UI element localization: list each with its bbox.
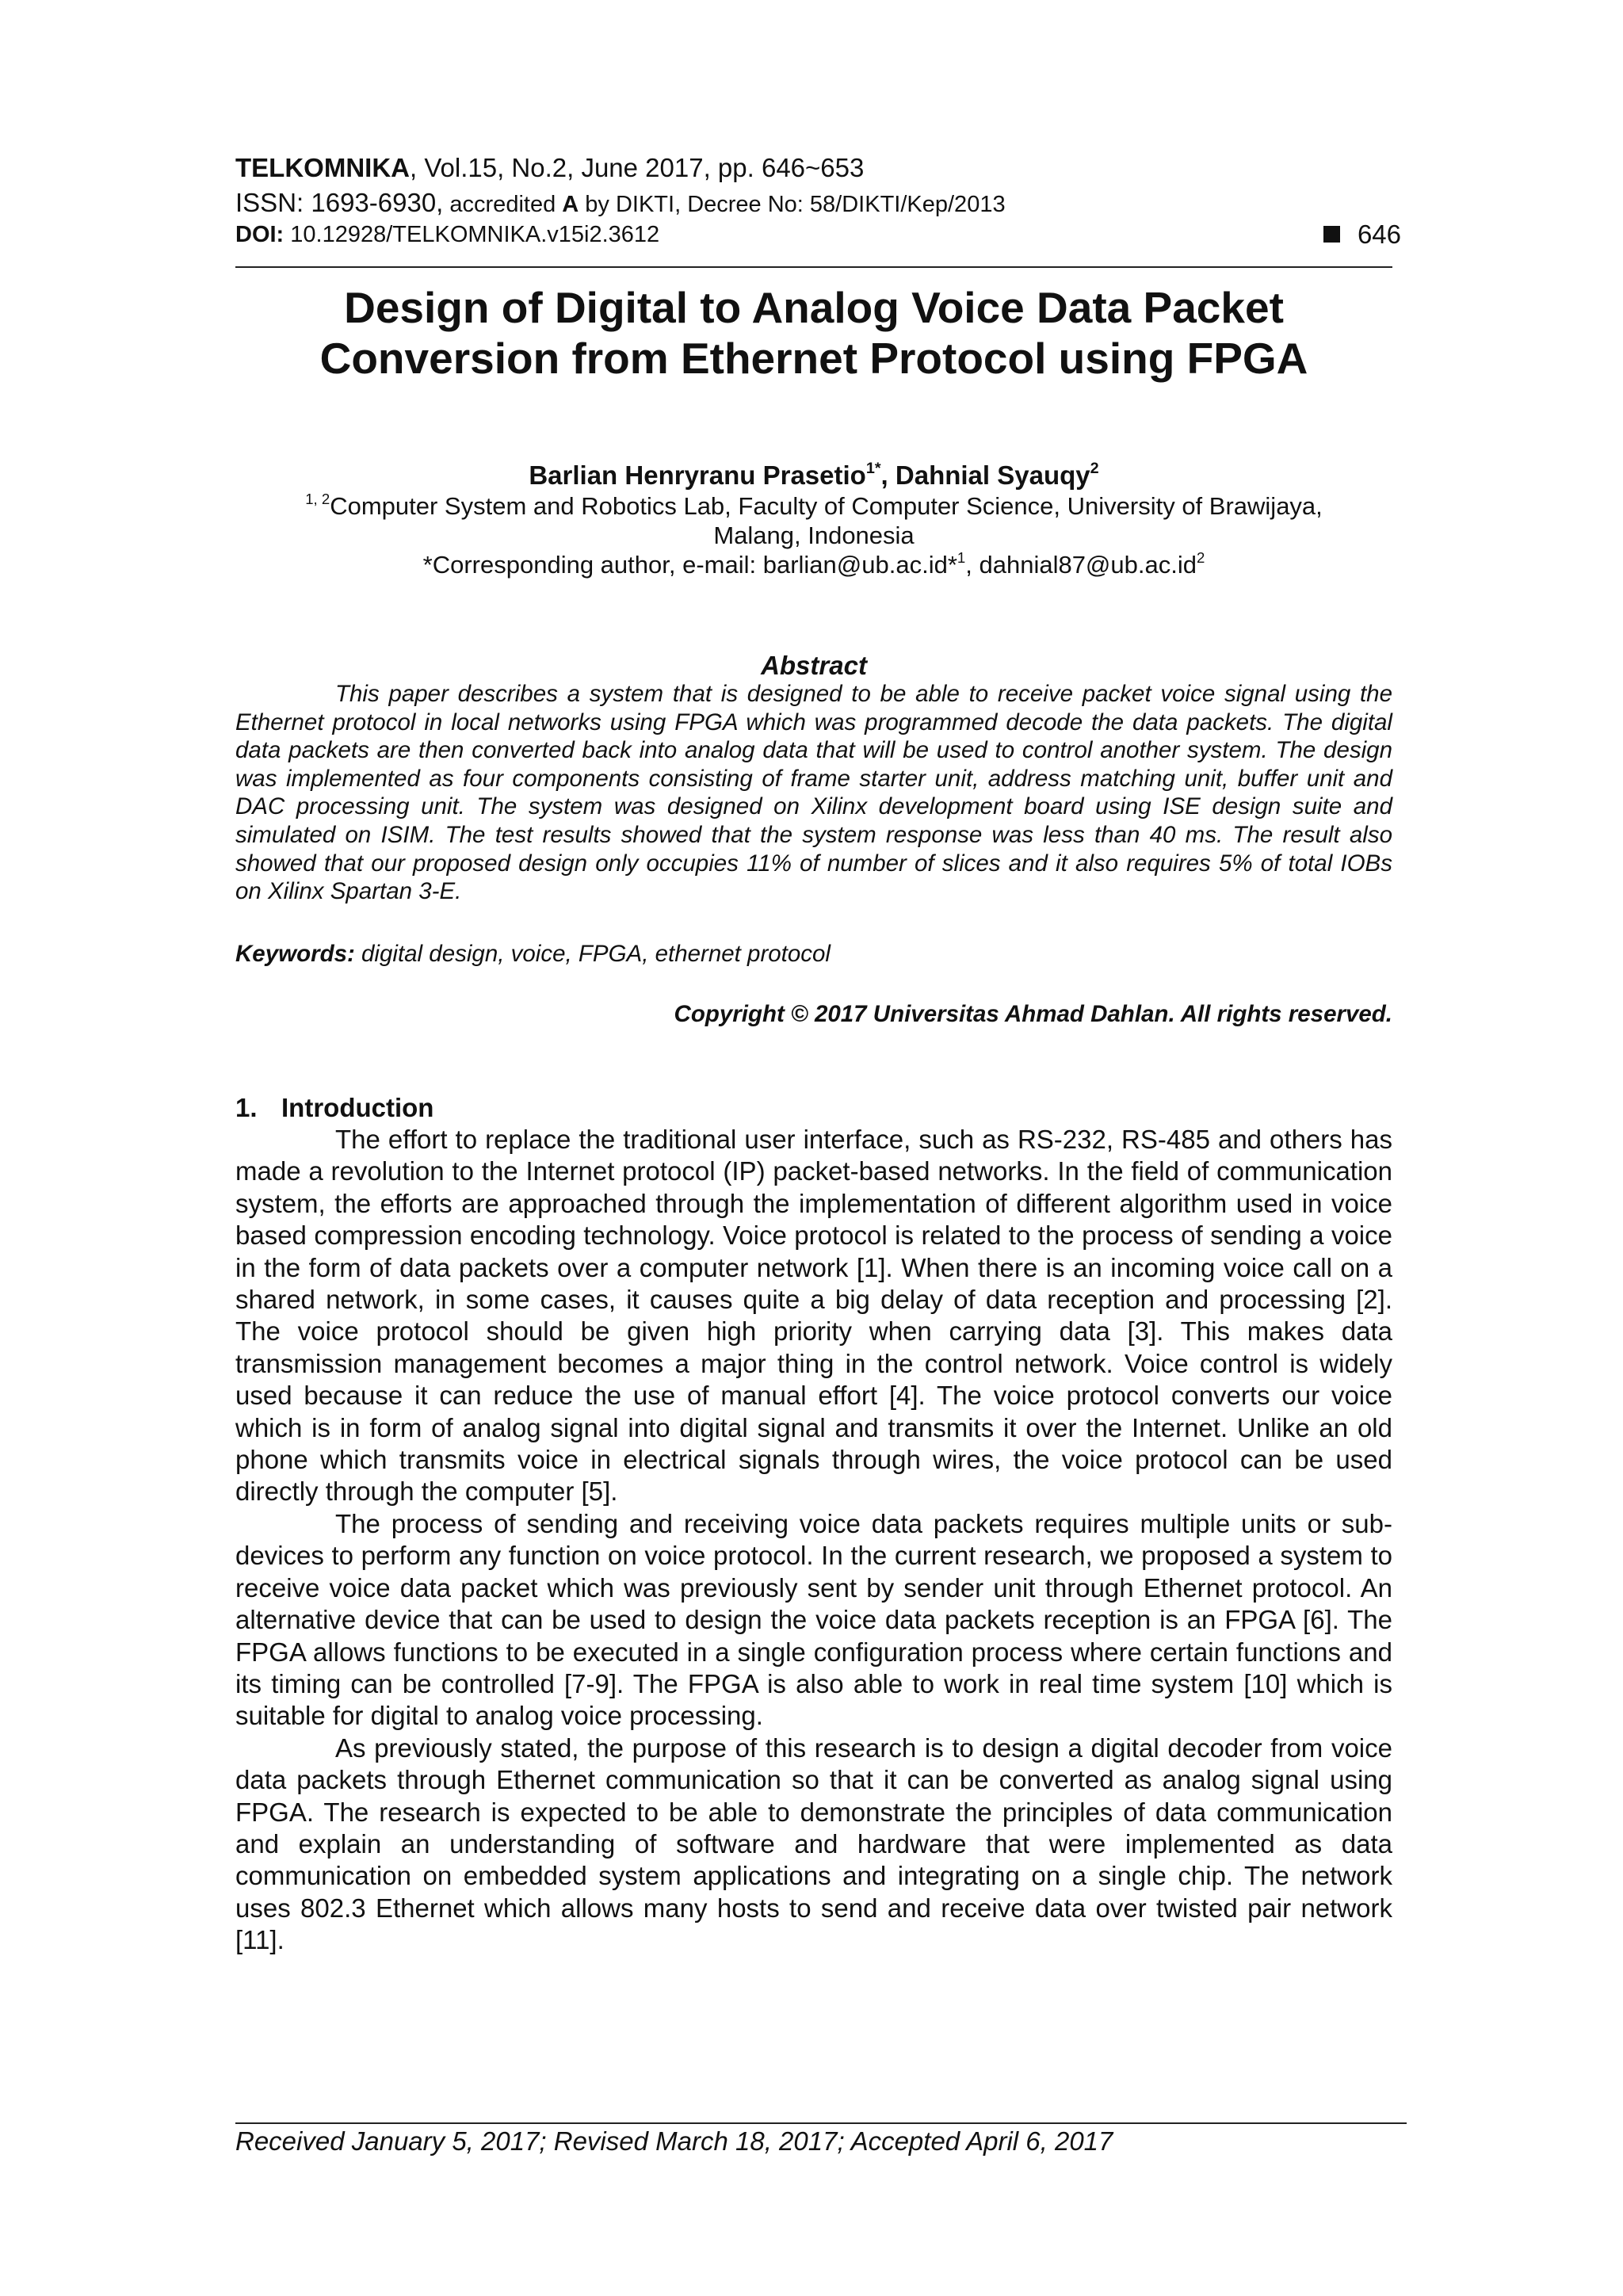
keywords-text: digital design, voice, FPGA, ethernet protocol bbox=[354, 941, 831, 967]
affiliation-line-2: Malang, Indonesia bbox=[713, 521, 915, 549]
abstract-heading: Abstract bbox=[761, 651, 867, 680]
accredited-grade: A bbox=[562, 192, 579, 217]
paper-title bbox=[235, 282, 1392, 384]
author-list bbox=[235, 460, 1392, 491]
paragraph: The effort to replace the traditional user interface, such as RS-232, RS-485 and others has made a revolution to the Internet protocol (IP) packet-based networks. In the field of communication system, the efforts are approached through the implementation of different algorithm used in voice based compression encoding technology. Voice protocol is related to the process of sending a voice in the form of data packets over a computer network [1]. When there is an incoming voice call on a shared network, in some cases, it causes quite a big delay of data reception and processing [2]. The voice protocol should be given high priority when carrying data [3]. This makes data transmission management becomes a major thing in the control network. Voice control is widely used because it can reduce the use of manual effort [4]. The voice protocol converts our voice which is in form of analog signal into digital signal and transmits it over the Internet. Unlike an old phone which transmits voice in electrical signals through wires, the voice protocol can be used directly through the computer [5]. bbox=[235, 1125, 1392, 1507]
issn: ISSN: 1693-6930, bbox=[235, 188, 444, 217]
keywords-line bbox=[235, 940, 1392, 968]
square-bullet-icon bbox=[1323, 226, 1340, 243]
author-separator: , bbox=[880, 460, 896, 490]
abstract-text: This paper describes a system that is designed to be able to receive packet voice signal using the Ethernet protocol in local networks using FPGA which was programmed decode the data packets. The digital data packets are then converted back into analog data that will be used to control another system. The design was implemented as four components consisting of frame starter unit, address matching unit, buffer unit and DAC processing unit. The system was designed on Xilinx development board using ISE design suite and simulated on ISIM. The test results showed that the system response was less than 40 ms. The result also showed that our proposed design only occupies 11% of number of slices and it also requires 5% of total IOBs on Xilinx Spartan 3-E. bbox=[235, 681, 1392, 905]
author-1-superscript: 1* bbox=[865, 460, 881, 478]
received-dates: Received January 5, 2017; Revised March 18, 2017; Accepted April 6, 2017 bbox=[235, 2126, 1113, 2156]
journal-volume: , Vol.15, No.2, June 2017, pp. 646~653 bbox=[409, 153, 865, 182]
author-2-superscript: 2 bbox=[1090, 460, 1099, 478]
email-text-2: , dahnial87@ub.ac.id bbox=[965, 551, 1197, 579]
header-divider bbox=[235, 266, 1392, 268]
email-superscript-2: 2 bbox=[1196, 548, 1205, 566]
keywords-label: Keywords: bbox=[235, 941, 355, 967]
section-title: Introduction bbox=[281, 1093, 434, 1122]
doi-value: 10.12928/TELKOMNIKA.v15i2.3612 bbox=[284, 222, 660, 247]
affiliation-text: Computer System and Robotics Lab, Faculty of Computer Science, University of Brawijaya, bbox=[330, 492, 1323, 520]
email-superscript-1: 1 bbox=[957, 548, 966, 566]
paragraph: As previously stated, the purpose of this research is to design a digital decoder from voice data packets through Ethernet communication so that it can be converted as analog signal using FPGA. The research is expected to be able to demonstrate the principles of data communication and explain an understanding of software and hardware that were implemented as data communication on embedded system applications and integrating on a single chip. The network uses 802.3 Ethernet which allows many hosts to send and receive data over twisted pair network [11]. bbox=[235, 1733, 1392, 1955]
journal-citation bbox=[235, 152, 1392, 184]
page-number-value: 646 bbox=[1357, 220, 1401, 249]
doi-line bbox=[235, 219, 1392, 250]
paragraph: The process of sending and receiving voice data packets requires multiple units or sub-devices to perform any function on voice protocol. In the current research, we proposed a system to receive voice data packet which was previously sent by sender unit through Ethernet protocol. An alternative device that can be used to design the voice data packets reception is an FPGA [6]. The FPGA allows functions to be executed in a single configuration process where certain functions and its timing can be controlled [7-9]. The FPGA is also able to work in real time system [10] which is suitable for digital to analog voice processing. bbox=[235, 1508, 1392, 1731]
copyright-notice: Copyright © 2017 Universitas Ahmad Dahlan. All rights reserved. bbox=[674, 1001, 1392, 1027]
corresponding-author bbox=[235, 550, 1392, 579]
author-1: Barlian Henryranu Prasetio bbox=[529, 460, 866, 490]
doi-label: DOI: bbox=[235, 222, 285, 247]
affiliation-block bbox=[235, 491, 1392, 579]
journal-name: TELKOMNIKA bbox=[235, 153, 410, 182]
author-2: Dahnial Syauqy bbox=[895, 460, 1090, 490]
title-line-1: Design of Digital to Analog Voice Data Packet bbox=[344, 283, 1284, 332]
accredited-pre: accredited bbox=[443, 192, 563, 217]
accredited-post: by DIKTI, Decree No: 58/DIKTI/Kep/2013 bbox=[579, 192, 1006, 217]
email-text-1: *Corresponding author, e-mail: barlian@ub.ac.id* bbox=[422, 551, 957, 579]
issn-line bbox=[235, 187, 1392, 220]
affiliation-superscript: 1, 2 bbox=[305, 490, 330, 507]
introduction-body bbox=[235, 1124, 1392, 1957]
affiliation-line-1 bbox=[235, 491, 1392, 521]
section-number: 1. bbox=[235, 1093, 258, 1122]
section-heading-introduction bbox=[235, 1092, 433, 1124]
page-number bbox=[1323, 219, 1401, 250]
footer-divider bbox=[235, 2122, 1407, 2124]
title-line-2: Conversion from Ethernet Protocol using FPGA bbox=[319, 334, 1308, 383]
